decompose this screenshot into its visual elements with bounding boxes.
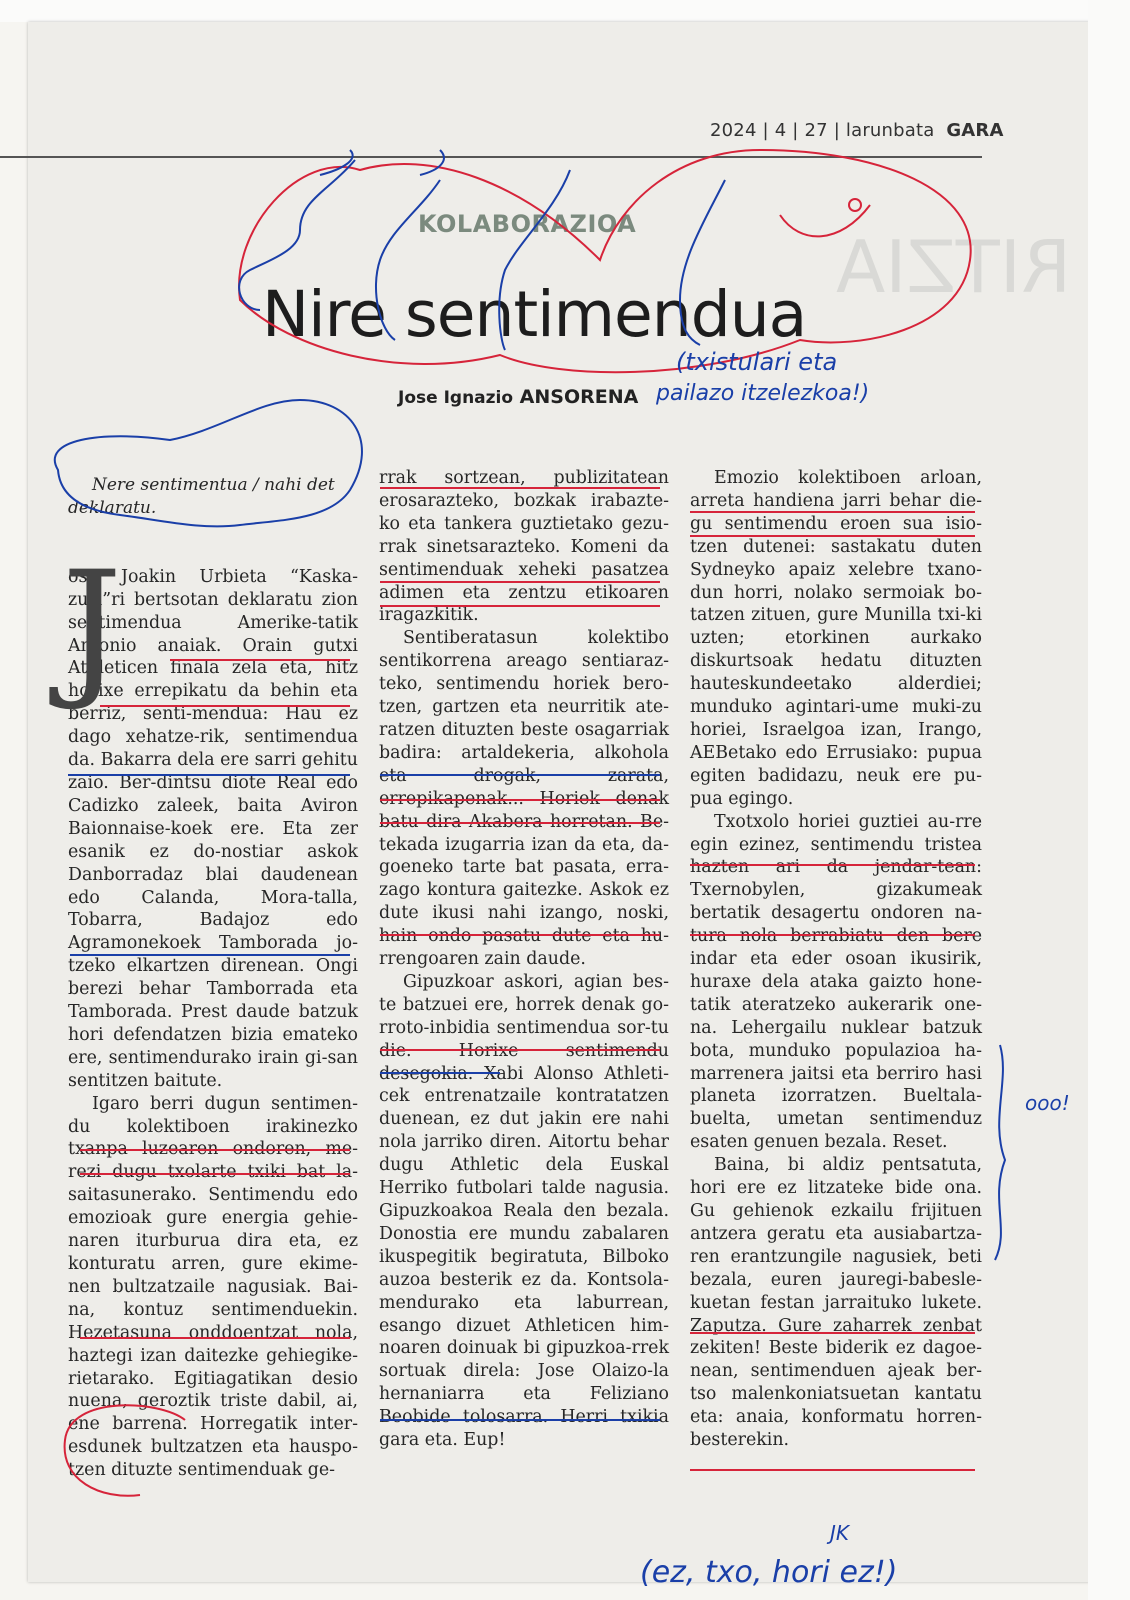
- drop-cap: J: [62, 539, 123, 714]
- paragraph: rrak sortzean, publizitatean erosarazteko, bozkak irabazte-ko eta tankera guztietako gezu-rrak sinetsarazteko. Komeni da sentimenduak xeheki pasatzea adimen eta zentzu etikoaren iragazkitik.: [379, 468, 669, 626]
- page-dateline: [710, 120, 1004, 141]
- handwritten-initials: JK: [830, 1521, 850, 1545]
- scan-margin: [0, 0, 1130, 22]
- paragraph: Baina, bi aldiz pentsatuta, hori ere ez litzateke bide ona. Gu gehienok ezkailu frijituen antzera geratu eta ausiabartza-ren erantzungile nagusiek, beti bezala, euren jauregi-babesle-kuetan festan jarraituko lukete. Zaputza. Gure zaharrek zenbat zekiten! Beste biderik ez dagoe-nean, sentimenduen ajeak ber-tso malenkoniatsuetan kantatu eta: anaia, konformatu horren-besterekin.: [690, 1155, 982, 1451]
- author-first-name: Jose Ignazio: [398, 388, 514, 408]
- section-kicker: KOLABORAZIOA: [418, 210, 637, 238]
- article-column-2: [379, 467, 669, 1452]
- handwritten-note: (ez, txo, hori ez!): [640, 1555, 898, 1590]
- paragraph: Gipuzkoar askori, agian bes-te batzuei ere, horrek denak go-rroto-inbidia sentimendua sor-tu die. Horixe sentimendu desegokia. Xabi Alonso Athleti-cek entrenatzaile kontratatzen duenean, ez dut jakin ere nahi nola jarriko diren. Aitortu behar dugu Athletic dela Euskal Herriko futbolari talde nagusia. Gipuzkoakoa Reala den bezala. Donostia ere mundu zabalaren ikuspegitik begiratuta, Bilboko auzoa besterik ez da. Kontsola-mendurako eta laburrean, esango dizuet Athleticen him-noaren doinuak bi gipuzkoa-rrek sortuak direla: Jose Olaizo-la hernaniarra eta Feliziano Beobide tolosarra. Herri txikia gara eta. Eup!: [379, 971, 669, 1451]
- handwritten-note: pailazo itzelezkoa!): [656, 381, 870, 406]
- handwritten-note: (txistulari eta: [676, 348, 838, 376]
- article-title: Nire sentimendua: [262, 278, 807, 351]
- header-rule: [0, 156, 982, 158]
- article-column-3: [690, 467, 982, 1452]
- newspaper-name: GARA: [946, 120, 1004, 141]
- date: 2024 | 4 | 27 | larunbata: [710, 120, 935, 141]
- byline: [398, 386, 638, 408]
- show-through-text: RITZIA: [836, 225, 1072, 309]
- epigraph: Nere sentimentua / nahi det deklaratu.: [68, 475, 335, 518]
- author-last-name: ANSORENA: [519, 386, 639, 408]
- paragraph: Emozio kolektiboen arloan, arreta handiena jarri behar die-gu sentimendu eroen sua isio-tzen dutenei: sastakatu duten Sydneyko apaiz xelebre txano-dun horri, nolako sermoiak bo-tatzen zituen, gure Munilla txi-ki uzten; etorkinen aurkako diskurtsoak hedatu dituzten hauteskundeetako alderdiei; munduko agintari-ume muki-zu horiei, Israelgoa izan, Irango, AEBetako edo Errusiako: pupua egiten badidazu, neuk ere pu-pua egingo.: [690, 468, 982, 809]
- paragraph: Igaro berri dugun sentimen-du kolektiboen irakinezko txanpa luzearen ondoren, me-rezi dugu txolarte txiki bat la-saitasunerako. Sentimendu edo emozioak gure energia gehie-naren iturburua dira eta, ez konturatu arren, gure ekime-nen bultzatzaile nagusiak. Bai-na, kontuz sentimenduekin. Hezetasuna onddoentzat nola, haztegi izan daitezke gehiegike-rietarako. Egitiagatikan desio nuena, geroztik triste dabil, ai, ene barrena. Horregatik inter-esdunek bultzatzen eta hauspo-tzen dituzte sentimenduak ge-: [68, 1093, 358, 1481]
- handwritten-note: ooo!: [1025, 1091, 1070, 1115]
- article-column-1: [62, 474, 358, 1482]
- paragraph: Txotxolo horiei guztiei au-rre egin ezinez, sentimendu tristea hazten ari da jendar-tean: Txernobylen, gizakumeak bertatik desagertu ondoren na-tura nola berrabiatu den bere indar eta eder osoan ikusirik, huraxe dela ataka gaizto hone-tatik ateratzeko aukerarik one-na. Lehergailu nuklear batzuk bota, munduko populazioa ha-marrenera jaitsi eta berriro hasi planeta izorratzen. Bueltala-buelta, umetan sentimenduz esaten genuen bezala. Reset.: [690, 811, 982, 1153]
- paragraph: Sentiberatasun kolektibo sentikorrena areago sentiaraz-teko, sentimendu horiek bero-tzen, gartzen eta neurritik ate-ratzen dituzten beste osagarriak badira: artaldekeria, alkohola eta drogak, zarata, errepikapenak... Horiek denak batu dira Akabera horretan. Be-tekada izugarria izan da eta, da-goeneko tarte bat pasata, erra-zago kontura gaitezke. Askok ez dute ikusi nahi izango, noski, hain ondo pasatu dute eta hu-rrengoaren zain daude.: [379, 628, 669, 970]
- paragraph: ose Joakin Urbieta “Kaska-zuri”ri bertsotan deklaratu zion sentimendua Amerike-tatik Antonio anaiak. Orain gutxi Athleticen finala zela eta, hitz horixe errepikatu da behin eta berriz, senti-mendua: Hau ez dago xehatze-rik, sentimendua da. Bakarra dela ere sarri gehitu zaio. Ber-dintsu diote Real edo Cadizko zaleek, baita Aviron Baionnaise-koek ere. Eta zer esanik ez do-nostiar askok Danborradaz blai daudenean edo Calanda, Mora-talla, Tobarra, Badajoz edo Agramonekoek Tamborada jo-tzeko elkartzen direnean. Ongi berezi behar Tamborrada eta Tamborada. Prest daude batzuk hori defendatzen bizia emateko ere, sentimendurako irain gi-san sentitzen baitute.: [68, 566, 358, 1091]
- scan-edge: [1088, 0, 1130, 1600]
